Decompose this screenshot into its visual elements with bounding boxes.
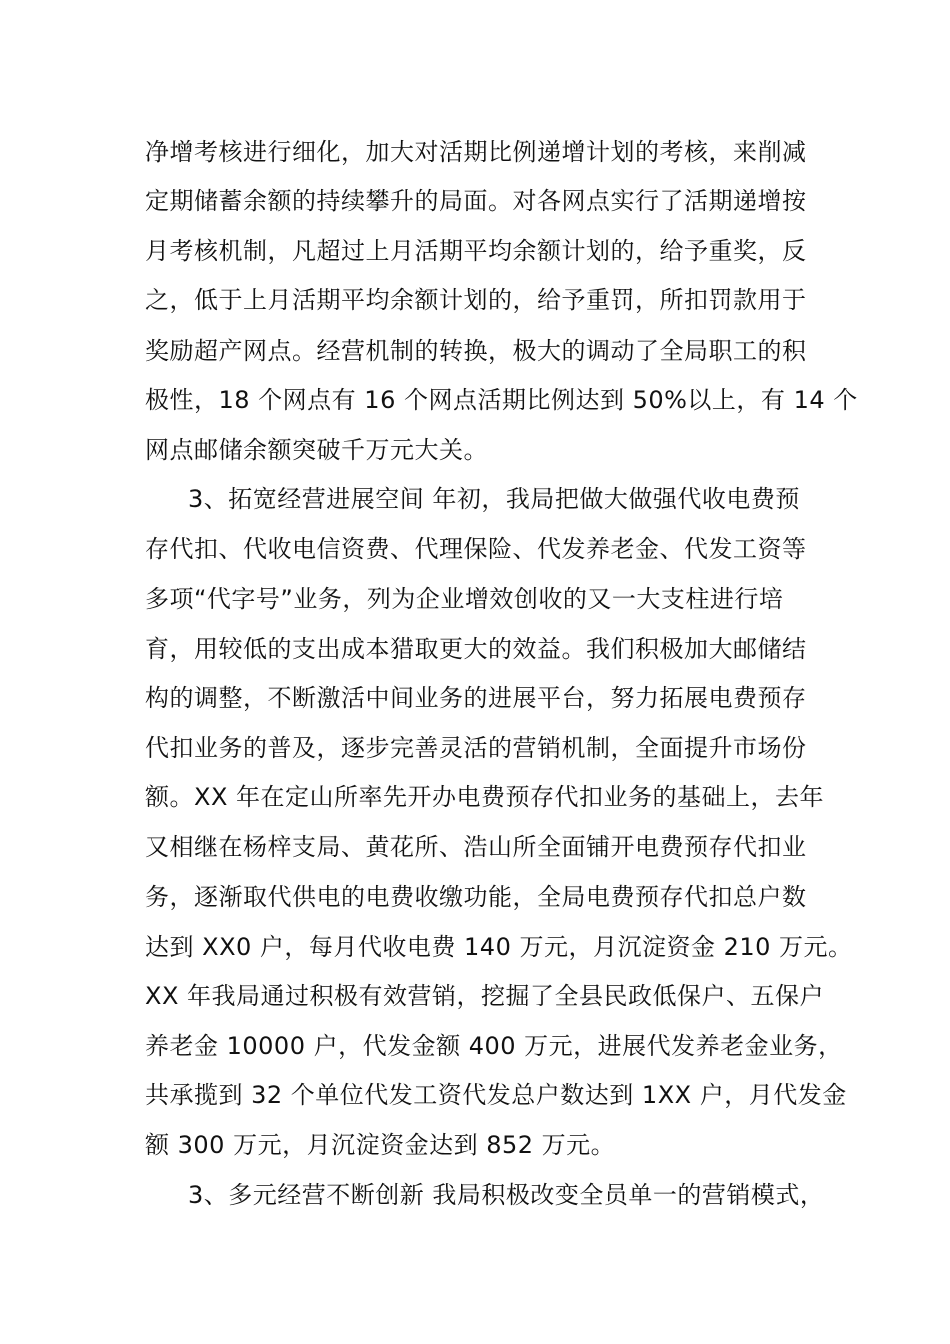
text-line: 构的调整，不断激活中间业务的进展平台，努力拓展电费预存 [145,684,807,712]
text-line: 又相继在杨梓支局、黄花所、浩山所全面铺开电费预存代扣业 [145,833,807,861]
text-line: 定期储蓄余额的持续攀升的局面。对各网点实行了活期递增按 [145,187,807,215]
text-line: 养老金 10000 户，代发金额 400 万元，进展代发养老金业务， [145,1032,843,1060]
text-line: 务，逐渐取代供电的电费收缴功能，全局电费预存代扣总户数 [145,883,807,911]
text-line: 极性，18 个网点有 16 个网点活期比例达到 50%以上，有 14 个 [145,386,858,414]
text-line: 奖励超产网点。经营机制的转换，极大的调动了全局职工的积 [145,337,807,365]
text-line: 网点邮储余额突破千万元大关。 [145,436,488,464]
text-line: XX 年我局通过积极有效营销，挖掘了全县民政低保户、五保户 [145,982,825,1010]
text-line: 额。XX 年在定山所率先开办电费预存代扣业务的基础上，去年 [145,783,825,811]
text-line: 月考核机制，凡超过上月活期平均余额计划的，给予重奖，反 [145,237,807,265]
text-line: 额 300 万元，月沉淀资金达到 852 万元。 [145,1131,616,1159]
text-line: 共承揽到 32 个单位代发工资代发总户数达到 1XX 户，月代发金 [145,1081,847,1109]
text-line: 代扣业务的普及，逐步完善灵活的营销机制，全面提升市场份 [145,734,807,762]
text-line: 达到 XX0 户，每月代收电费 140 万元，月沉淀资金 210 万元。 [145,933,853,961]
text-line: 3、多元经营不断创新 我局积极改变全员单一的营销模式， [188,1181,825,1209]
text-line: 多项“代字号”业务，列为企业增效创收的又一大支柱进行培 [145,585,784,613]
text-line: 存代扣、代收电信资费、代理保险、代发养老金、代发工资等 [145,535,807,563]
text-line: 育，用较低的支出成本猎取更大的效益。我们积极加大邮储结 [145,635,807,663]
text-line: 之，低于上月活期平均余额计划的，给予重罚，所扣罚款用于 [145,286,807,314]
text-line: 净增考核进行细化，加大对活期比例递增计划的考核，来削减 [145,138,807,166]
text-line: 3、拓宽经营进展空间 年初，我局把做大做强代收电费预 [188,485,800,513]
